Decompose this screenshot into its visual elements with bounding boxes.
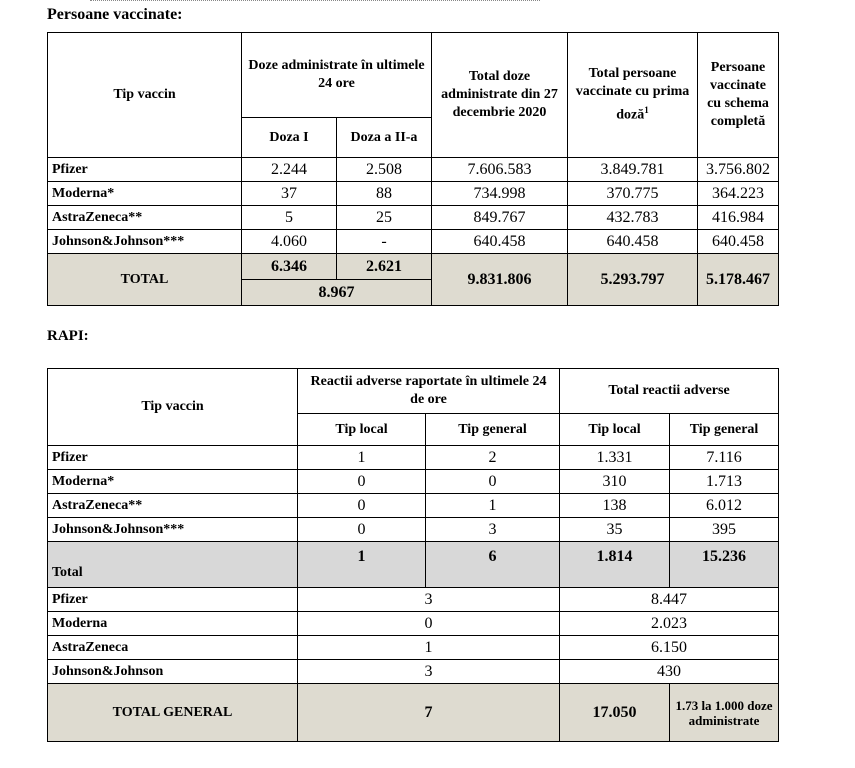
grand-total-label: TOTAL GENERAL: [48, 684, 298, 742]
total-dose2: 2.621: [337, 254, 432, 280]
header-general-total: Tip general: [670, 414, 779, 446]
cropped-text-line: [90, 0, 540, 4]
complete-value: 3.756.802: [698, 158, 779, 182]
header-total-doses: Total doze administrate din 27 decembrie 2020: [432, 33, 568, 158]
summary-total-value: 6.150: [560, 636, 779, 660]
grand-total-value: 17.050: [560, 684, 670, 742]
table-row: [48, 158, 779, 182]
local-total-value: 138: [560, 494, 670, 518]
general-24h-value: 3: [426, 518, 560, 542]
local-total-value: 35: [560, 518, 670, 542]
total-doses-sum: 9.831.806: [432, 254, 568, 306]
complete-value: 364.223: [698, 182, 779, 206]
dose2-value: -: [337, 230, 432, 254]
vaccine-name: Johnson&Johnson***: [48, 230, 242, 254]
table-row: [48, 230, 779, 254]
total-first-dose: 5.293.797: [568, 254, 698, 306]
grand-total-rate: 1.73 la 1.000 doze administrate: [670, 684, 779, 742]
dose1-value: 2.244: [242, 158, 337, 182]
summary-row: [48, 660, 779, 684]
first-dose-value: 3.849.781: [568, 158, 698, 182]
table-row: [48, 518, 779, 542]
total-24h-sum: 8.967: [242, 280, 432, 306]
summary-row: [48, 636, 779, 660]
dose1-value: 5: [242, 206, 337, 230]
summary-total-value: 430: [560, 660, 779, 684]
total-doses-value: 734.998: [432, 182, 568, 206]
header-tip-vaccin: Tip vaccin: [48, 33, 242, 158]
summary-day-value: 3: [298, 588, 560, 612]
vaccine-name: Moderna*: [48, 470, 298, 494]
vaccine-name: AstraZeneca**: [48, 206, 242, 230]
vaccinated-table: [47, 32, 779, 306]
total-label: TOTAL: [48, 254, 242, 306]
section-title-vaccinated: Persoane vaccinate:: [47, 6, 183, 23]
header-local-24h: Tip local: [298, 414, 426, 446]
dose2-value: 2.508: [337, 158, 432, 182]
vaccine-name: Moderna*: [48, 182, 242, 206]
summary-day-value: 0: [298, 612, 560, 636]
dose2-value: 25: [337, 206, 432, 230]
grand-total-row: [48, 684, 779, 742]
vaccine-name: Johnson&Johnson***: [48, 518, 298, 542]
summary-total-value: 8.447: [560, 588, 779, 612]
header-local-total: Tip local: [560, 414, 670, 446]
table-row: [48, 446, 779, 470]
total-row: [48, 542, 779, 588]
vaccine-name: Moderna: [48, 612, 298, 636]
total-complete: 5.178.467: [698, 254, 779, 306]
grand-total-day: 7: [298, 684, 560, 742]
first-dose-value: 370.775: [568, 182, 698, 206]
total-row: [48, 254, 779, 280]
header-dose-2: Doza a II-a: [337, 118, 432, 158]
general-total-value: 6.012: [670, 494, 779, 518]
total-doses-value: 640.458: [432, 230, 568, 254]
total-general-24h: 6: [426, 542, 560, 588]
table-row: [48, 494, 779, 518]
local-24h-value: 1: [298, 446, 426, 470]
vaccine-name: AstraZeneca**: [48, 494, 298, 518]
table-row: [48, 182, 779, 206]
vaccine-name: Johnson&Johnson: [48, 660, 298, 684]
table-row: [48, 470, 779, 494]
footnote-marker: 1: [644, 105, 649, 116]
general-total-value: 7.116: [670, 446, 779, 470]
summary-day-value: 1: [298, 636, 560, 660]
complete-value: 640.458: [698, 230, 779, 254]
general-total-value: 1.713: [670, 470, 779, 494]
header-total-first-dose: [568, 33, 698, 158]
header-dose-1: Doza I: [242, 118, 337, 158]
header-reported-24h: Reactii adverse raportate în ultimele 24 de ore: [298, 369, 560, 414]
local-24h-value: 0: [298, 494, 426, 518]
summary-row: [48, 588, 779, 612]
vaccine-name: AstraZeneca: [48, 636, 298, 660]
header-general-24h: Tip general: [426, 414, 560, 446]
general-24h-value: 0: [426, 470, 560, 494]
complete-value: 416.984: [698, 206, 779, 230]
header-doses-24h: Doze administrate în ultimele 24 ore: [242, 33, 432, 118]
total-general: 15.236: [670, 542, 779, 588]
total-dose1: 6.346: [242, 254, 337, 280]
first-dose-value: 432.783: [568, 206, 698, 230]
table-row: [48, 206, 779, 230]
summary-total-value: 2.023: [560, 612, 779, 636]
summary-row: [48, 612, 779, 636]
total-doses-value: 7.606.583: [432, 158, 568, 182]
local-24h-value: 0: [298, 518, 426, 542]
total-label: Total: [48, 542, 298, 588]
vaccine-name: Pfizer: [48, 588, 298, 612]
total-local: 1.814: [560, 542, 670, 588]
header-total-adverse: Total reactii adverse: [560, 369, 779, 414]
total-local-24h: 1: [298, 542, 426, 588]
dose1-value: 37: [242, 182, 337, 206]
local-total-value: 310: [560, 470, 670, 494]
general-24h-value: 2: [426, 446, 560, 470]
first-dose-value: 640.458: [568, 230, 698, 254]
summary-day-value: 3: [298, 660, 560, 684]
general-24h-value: 1: [426, 494, 560, 518]
section-title-rapi: RAPI:: [47, 328, 89, 344]
local-total-value: 1.331: [560, 446, 670, 470]
vaccine-name: Pfizer: [48, 446, 298, 470]
general-total-value: 395: [670, 518, 779, 542]
header-tip-vaccin: Tip vaccin: [48, 369, 298, 446]
header-total-first-text: Total persoane vaccinate cu prima doză: [575, 66, 690, 123]
vaccine-name: Pfizer: [48, 158, 242, 182]
total-doses-value: 849.767: [432, 206, 568, 230]
local-24h-value: 0: [298, 470, 426, 494]
header-complete-scheme: Persoane vaccinate cu schema completă: [698, 33, 779, 158]
dose2-value: 88: [337, 182, 432, 206]
dose1-value: 4.060: [242, 230, 337, 254]
rapi-table: [47, 368, 779, 742]
